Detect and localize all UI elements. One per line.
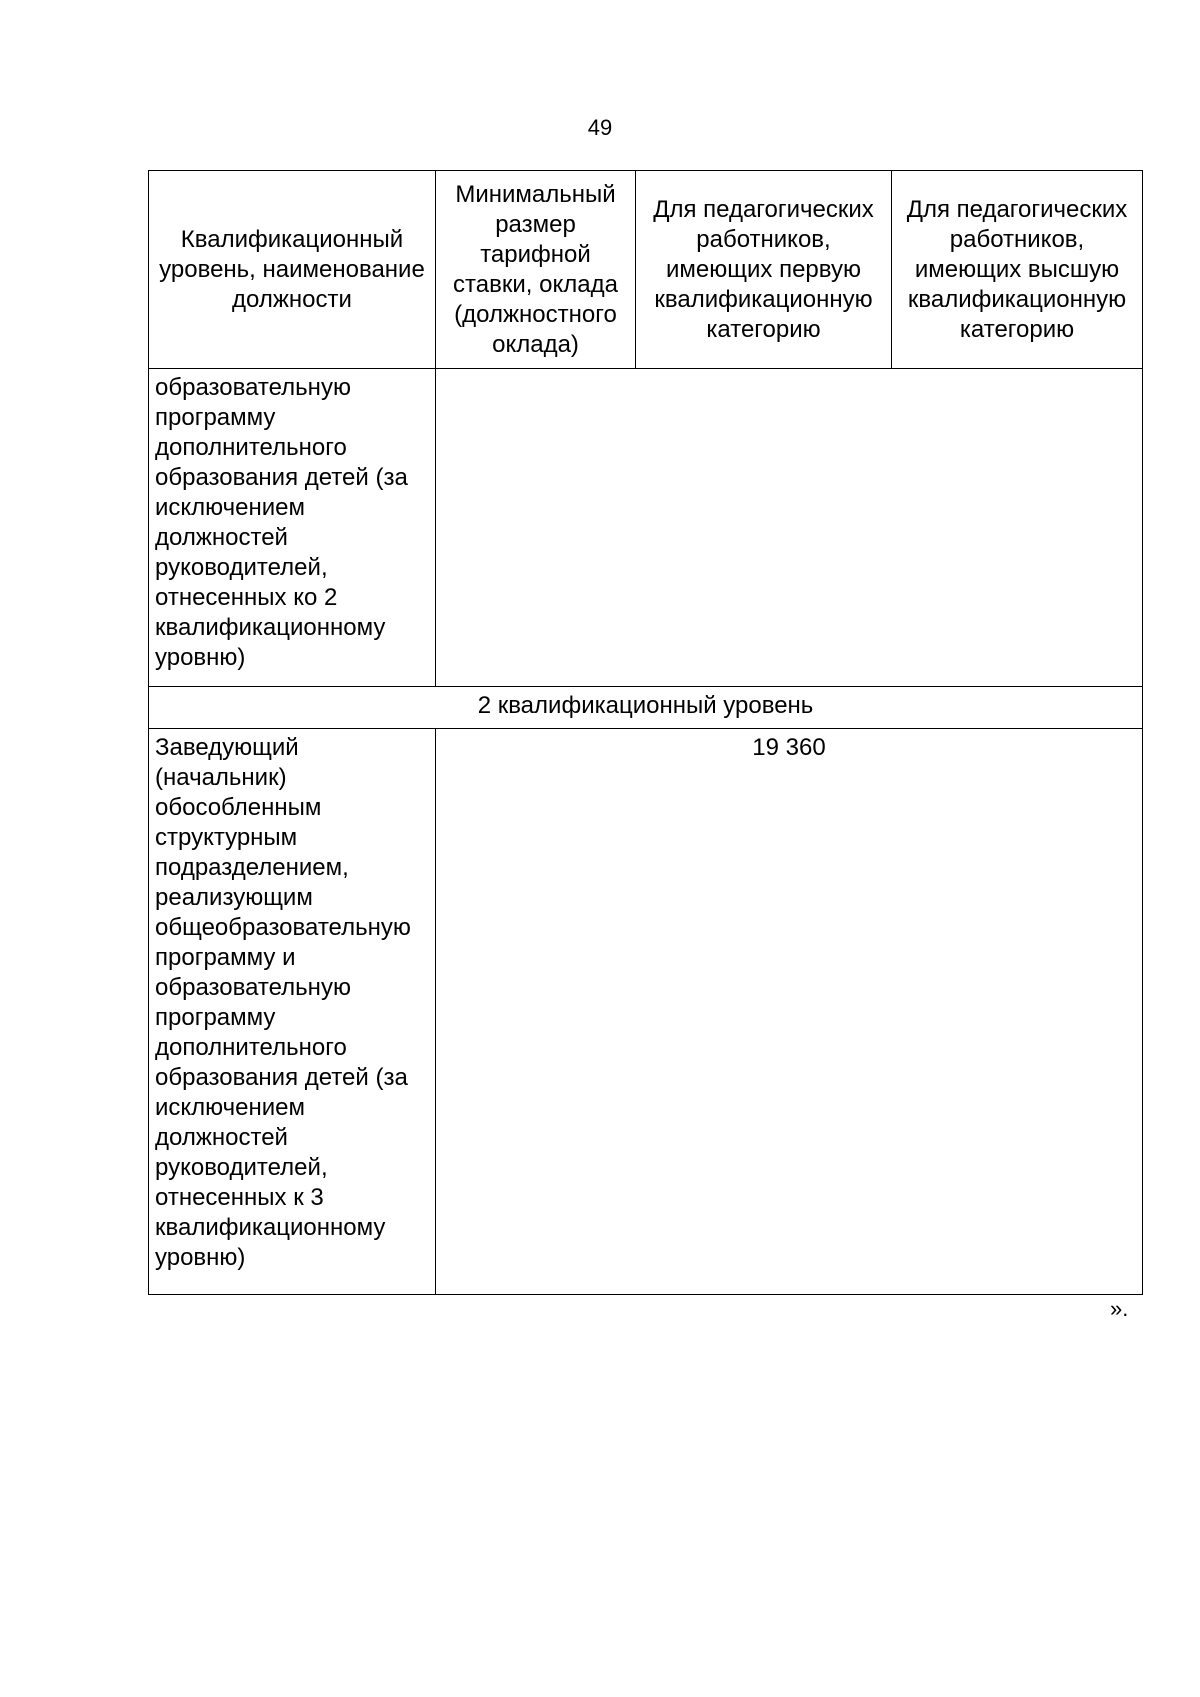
header-min-salary: Минимальный размер тарифной ставки, оклада (должностного оклада) [436,171,636,369]
salary-value-cell [436,369,1143,687]
table-row [149,729,1143,1295]
page-number: 49 [587,115,613,140]
position-name-cell: образовательную программу дополнительного образования детей (за исключением должностей руководителей, отнесенных ко 2 квалификационному уровню) [149,369,436,687]
header-position: Квалификационный уровень, наименование должности [149,171,436,369]
closing-quote-mark: ». [1110,1296,1129,1321]
level-heading-row [149,687,1143,729]
position-name-cell: Заведующий (начальник) обособленным структурным подразделением, реализующим общеобразовательную программу и образовательную программу дополнительного образования детей (за исключением должностей руководителей, отнесенных к 3 квалификационному уровню) [149,729,436,1295]
header-row [149,171,1143,369]
header-first-category: Для педагогических работников, имеющих первую квалификационную категорию [636,171,892,369]
level-2-heading: 2 квалификационный уровень [149,687,1143,729]
header-highest-category: Для педагогических работников, имеющих высшую квалификационную категорию [892,171,1143,369]
salary-value-cell: 19 360 [436,729,1143,1295]
table-row [149,369,1143,687]
salary-table [148,170,1143,1295]
